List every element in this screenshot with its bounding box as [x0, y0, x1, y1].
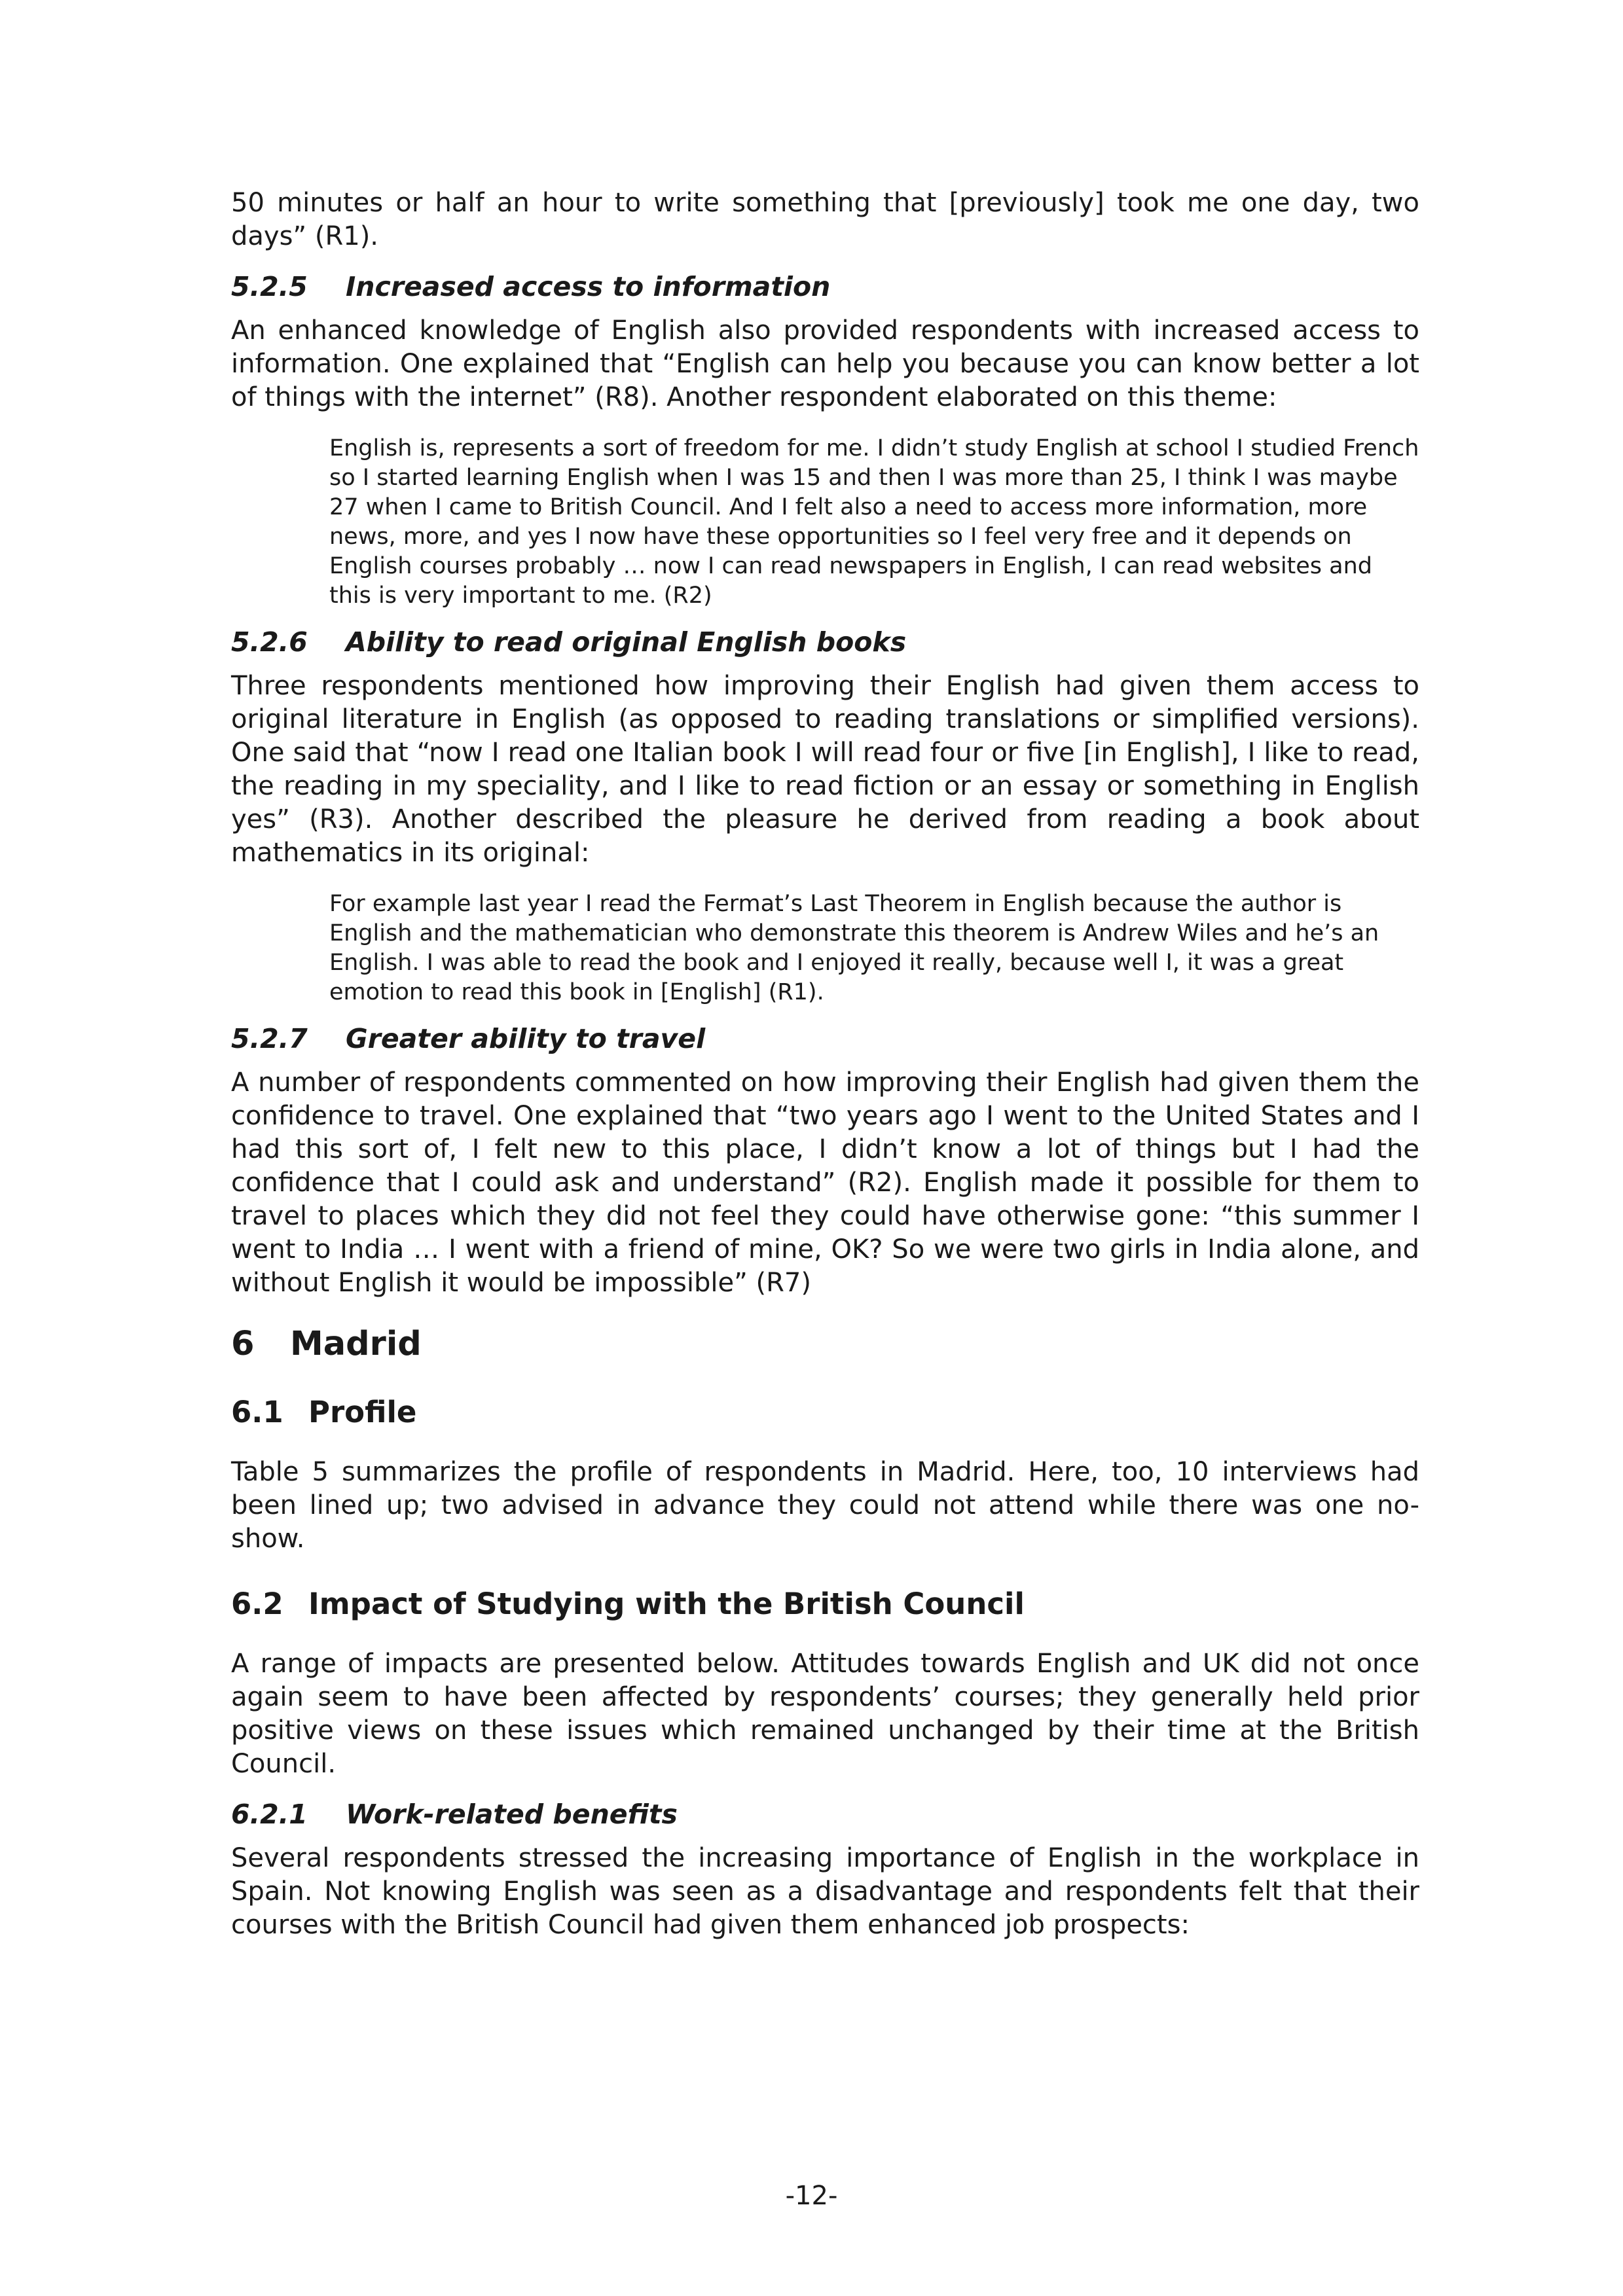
section-6-heading	[231, 1325, 1419, 1364]
section-number: 6	[231, 1325, 255, 1363]
section-6-1-paragraph: Table 5 summarizes the profile of respondents in Madrid. Here, too, 10 interviews had been lined up; two advised in advance they could not attend while there was one no-show.	[231, 1457, 1419, 1554]
section-title: Increased access to information	[346, 271, 831, 302]
section-6-2-heading	[231, 1586, 1419, 1623]
section-6-2-1-heading	[231, 1798, 1419, 1831]
section-5-2-7-paragraph: A number of respondents commented on how improving their English had given them the confidence to travel. One explained that “two years ago I went to the United States and I had this sort of, I felt new to this place, I didn’t know a lot of things but I had the confidence that I could ask and understand” (R2). English made it possible for them to travel to places which they did not feel they could have otherwise gone: “this summer I went to India … I went with a friend of mine, OK? So we were two girls in India alone, and without English it would be impossible” (R7)	[231, 1067, 1419, 1298]
section-title: Madrid	[290, 1325, 422, 1363]
section-5-2-6-paragraph: Three respondents mentioned how improving their English had given them access to original literature in English (as opposed to reading translations or simplified versions). One said that “now I read one Italian book I will read four or five [in English], I like to read, the reading in my speciality, and I like to read fiction or an essay or something in English yes” (R3). Another described the pleasure he derived from reading a book about mathematics in its original:	[231, 671, 1419, 868]
section-title: Greater ability to travel	[346, 1023, 706, 1054]
section-number: 5.2.5	[231, 271, 308, 302]
section-title: Profile	[308, 1395, 417, 1429]
section-6-1-heading	[231, 1394, 1419, 1431]
section-title: Impact of Studying with the British Council	[308, 1587, 1025, 1621]
page-content	[231, 187, 1419, 1942]
section-5-2-6-quote: For example last year I read the Fermat’s Last Theorem in English because the author is English and the mathematician who demonstrate this theorem is Andrew Wiles and he’s an English. I was able to read the book and I enjoyed it really, because well I, it was a great emotion to read this book in [English] (R1).	[329, 891, 1379, 1005]
section-number: 5.2.6	[231, 626, 308, 658]
section-5-2-6-heading	[231, 626, 1419, 659]
section-5-2-5-quote: English is, represents a sort of freedom for me. I didn’t study English at school I studied French so I started learning English when I was 15 and then I was more than 25, I think I was maybe 27 when I came to British Council. And I felt also a need to access more information, more news, more, and yes I now have these opportunities so I feel very free and it depends on English courses probably … now I can read newspapers in English, I can read websites and this is very important to me. (R2)	[329, 435, 1419, 609]
section-title: Ability to read original English books	[346, 626, 907, 658]
section-number: 6.1	[231, 1395, 283, 1429]
section-5-2-7-heading	[231, 1022, 1419, 1056]
section-number: 6.2	[231, 1587, 283, 1621]
section-5-2-5-paragraph: An enhanced knowledge of English also provided respondents with increased access to information. One explained that “English can help you because you can know better a lot of things with the internet” (R8). Another respondent elaborated on this theme:	[231, 315, 1419, 412]
section-title: Work-related benefits	[346, 1799, 678, 1830]
intro-paragraph: 50 minutes or half an hour to write something that [previously] took me one day, two days” (R1).	[231, 188, 1419, 251]
page-number: -12-	[785, 2181, 838, 2211]
section-6-2-1-paragraph: Several respondents stressed the increasing importance of English in the workplace in Spain. Not knowing English was seen as a disadvantage and respondents felt that their courses with the British Council had given them enhanced job prospects:	[231, 1843, 1419, 1940]
section-6-2-paragraph: A range of impacts are presented below. Attitudes towards English and UK did not once again seem to have been affected by respondents’ courses; they generally held prior positive views on these issues which remained unchanged by their time at the British Council.	[231, 1649, 1419, 1779]
section-5-2-5-heading	[231, 270, 1419, 304]
section-number: 5.2.7	[231, 1023, 308, 1054]
section-number: 6.2.1	[231, 1799, 308, 1830]
